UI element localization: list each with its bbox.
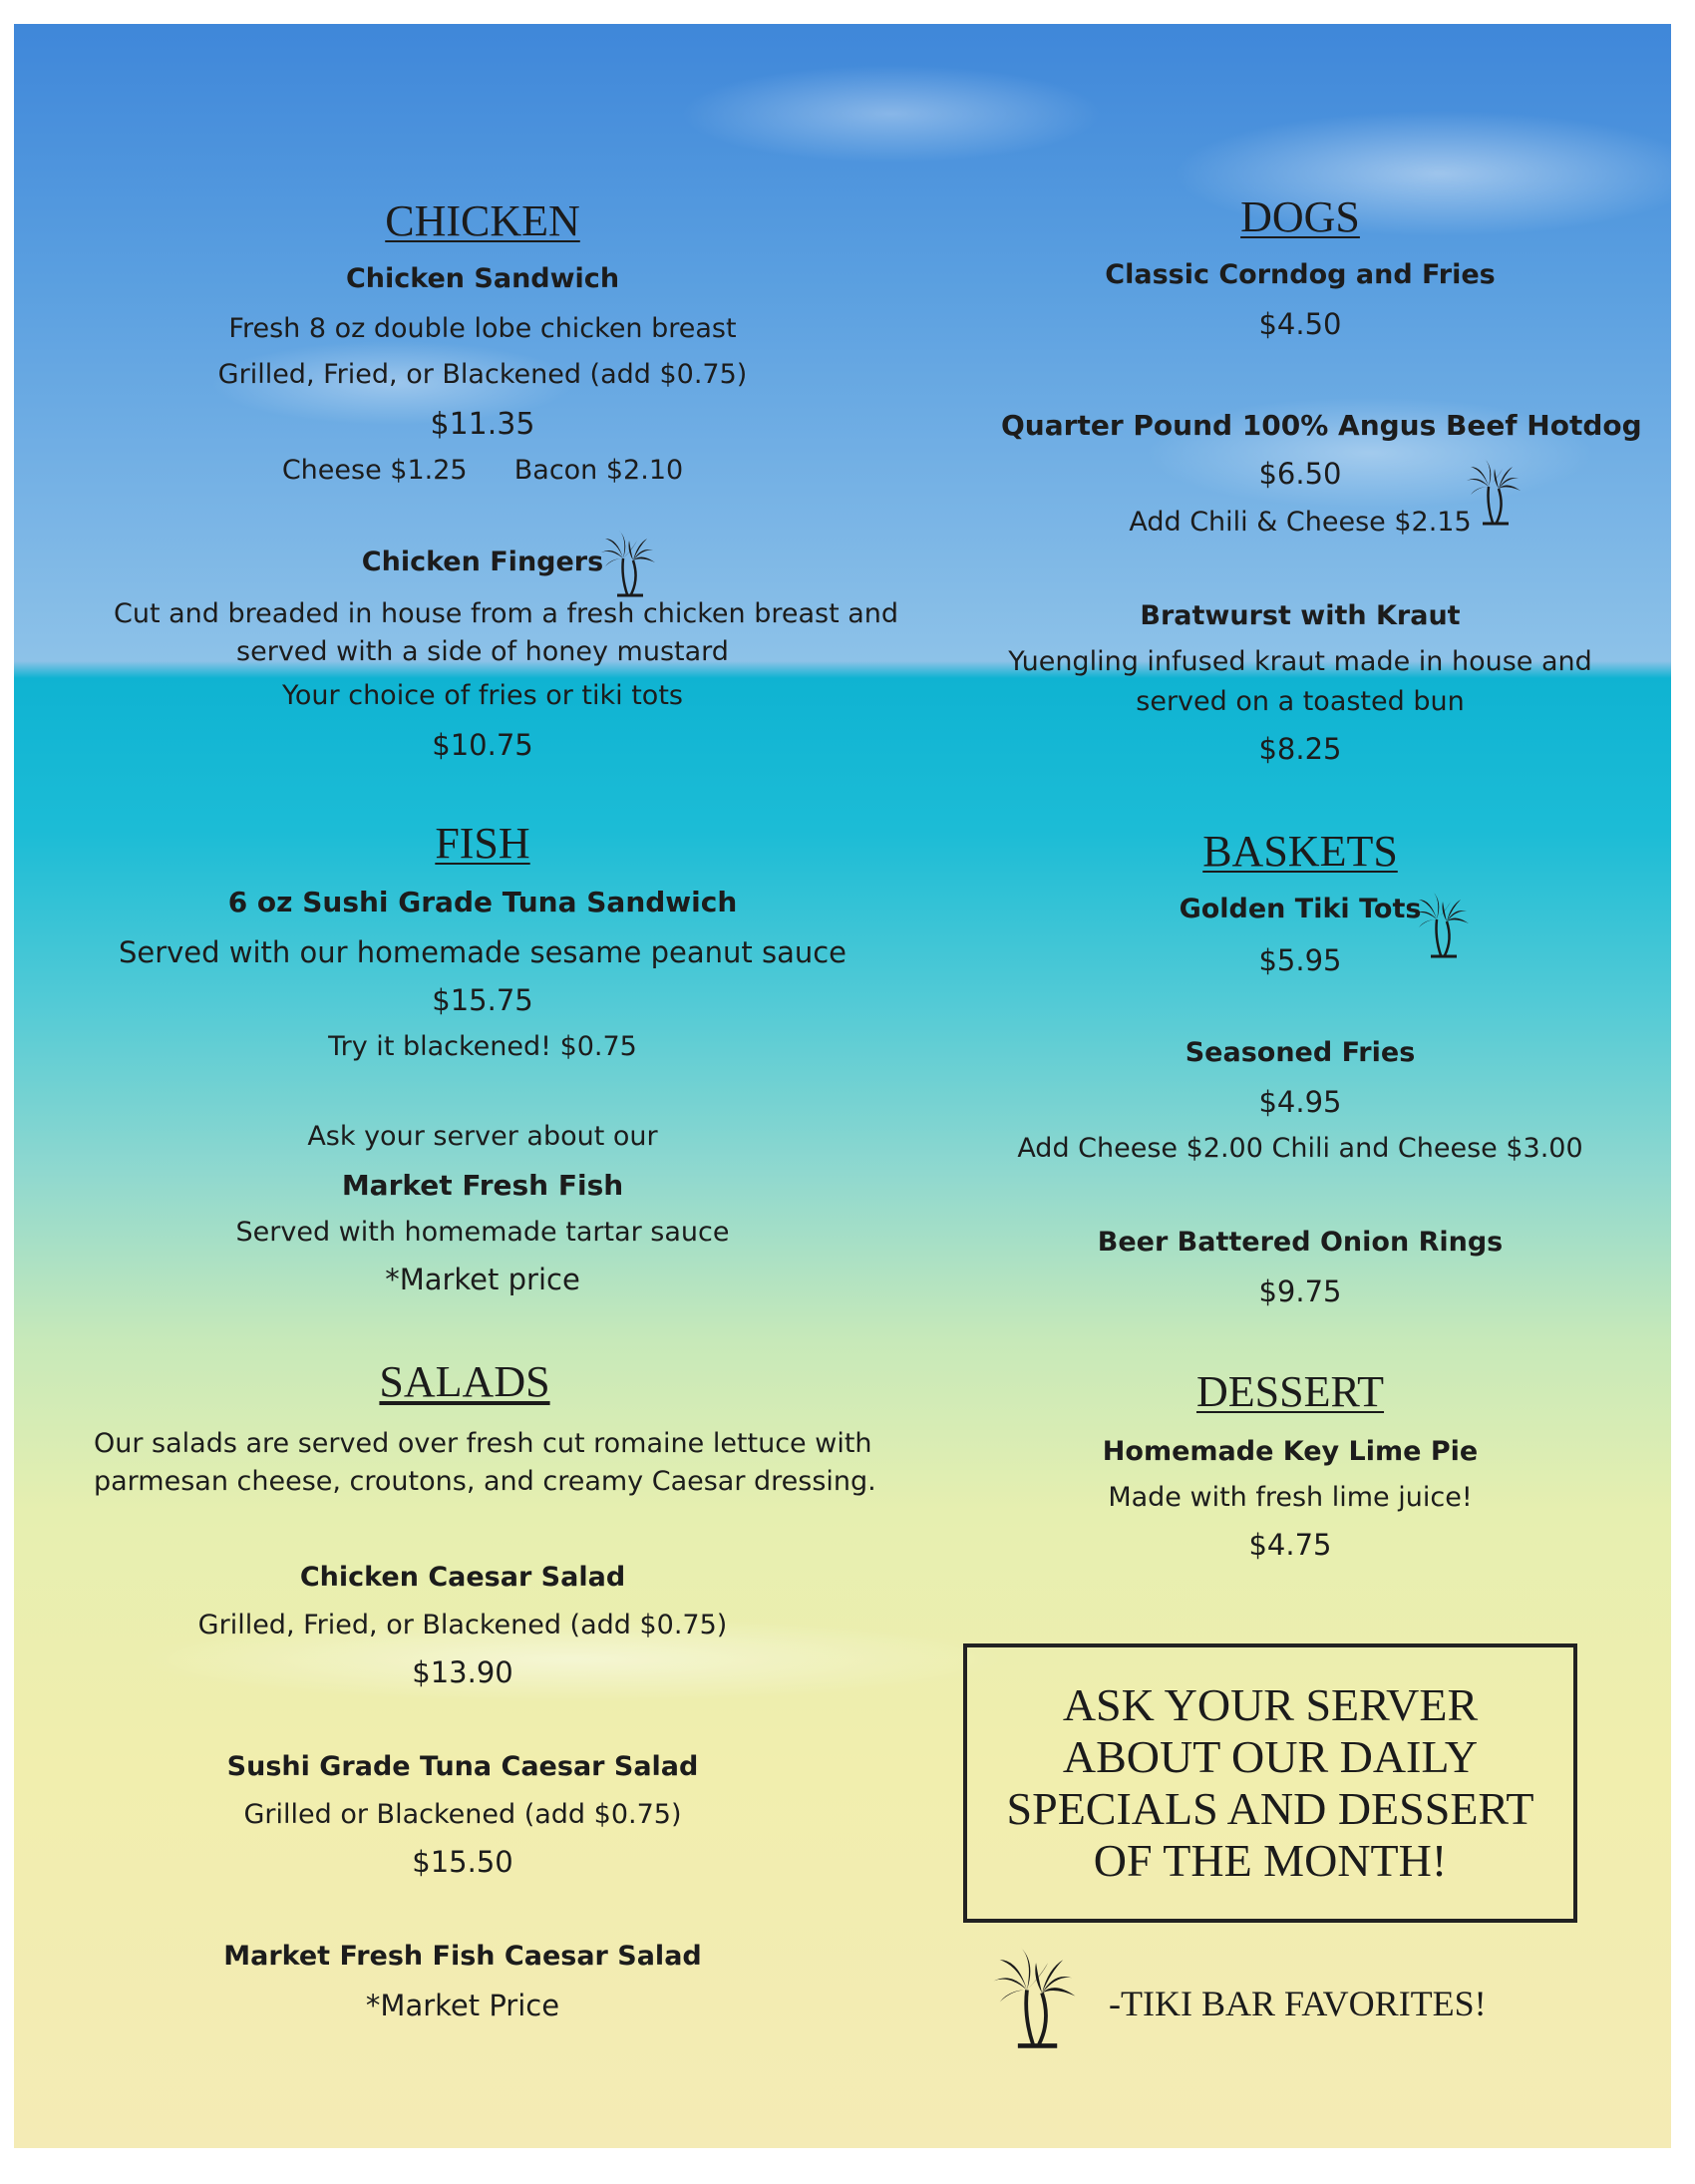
- seasoned-fries-price: $4.95: [1258, 1085, 1342, 1119]
- market-fish-intro: Ask your server about our: [307, 1121, 658, 1152]
- market-fish-desc: Served with homemade tartar sauce: [235, 1217, 730, 1248]
- chicken-sandwich-addons: [114, 455, 851, 486]
- addon-cheese: Cheese $1.25: [281, 455, 468, 486]
- bratwurst-desc-2: served on a toasted bun: [1136, 686, 1465, 717]
- tuna-sandwich-name: 6 oz Sushi Grade Tuna Sandwich: [227, 886, 738, 918]
- onion-rings-price: $9.75: [1258, 1274, 1342, 1308]
- chicken-sandwich-name: Chicken Sandwich: [345, 263, 620, 294]
- key-lime-pie-name: Homemade Key Lime Pie: [1102, 1436, 1479, 1467]
- chicken-sandwich-price: $11.35: [430, 407, 535, 442]
- chicken-sandwich-desc: Fresh 8 oz double lobe chicken breast: [228, 313, 737, 344]
- bratwurst-price: $8.25: [1258, 732, 1342, 766]
- fish-caesar-price: *Market Price: [365, 1989, 560, 2022]
- key-lime-pie-desc: Made with fresh lime juice!: [1108, 1482, 1473, 1513]
- left-column: [94, 24, 899, 2148]
- chicken-sandwich-options: Grilled, Fried, or Blackened (add $0.75): [217, 359, 748, 390]
- hotdog-name: Quarter Pound 100% Angus Beef Hotdog: [1001, 409, 1642, 442]
- tuna-sandwich-note: Try it blackened! $0.75: [328, 1031, 637, 1062]
- chicken-caesar-price: $13.90: [412, 1655, 513, 1689]
- corndog-price: $4.50: [1258, 307, 1342, 341]
- onion-rings-name: Beer Battered Onion Rings: [1097, 1227, 1504, 1258]
- seasoned-fries-name: Seasoned Fries: [1185, 1037, 1416, 1068]
- daily-specials-box: [963, 1643, 1577, 1923]
- key-lime-pie-price: $4.75: [1248, 1528, 1332, 1562]
- menu-page: [14, 24, 1671, 2148]
- corndog-name: Classic Corndog and Fries: [1105, 259, 1496, 290]
- salads-intro-1: Our salads are served over fresh cut romaine lettuce with: [94, 1428, 872, 1459]
- hotdog-addon: Add Chili & Cheese $2.15: [1129, 507, 1472, 538]
- salads-intro-2: parmesan cheese, croutons, and creamy Caesar dressing.: [94, 1466, 876, 1497]
- palm-tree-icon: [985, 1945, 1081, 2050]
- chicken-heading: CHICKEN: [385, 196, 580, 245]
- tuna-sandwich-price: $15.75: [432, 983, 533, 1017]
- palm-tree-icon: [596, 529, 658, 598]
- chicken-fingers-desc-2: served with a side of honey mustard: [236, 636, 729, 667]
- market-fish-price: *Market price: [385, 1263, 580, 1296]
- chicken-fingers-desc-1: Cut and breaded in house from a fresh chicken breast and: [114, 598, 899, 629]
- bratwurst-name: Bratwurst with Kraut: [1140, 600, 1461, 631]
- fish-heading: FISH: [435, 819, 530, 868]
- tiki-bar-favorites-legend: -TIKI BAR FAVORITES!: [1109, 1984, 1487, 2023]
- daily-specials-text: ASK YOUR SERVER ABOUT OUR DAILY SPECIALS AND DESSERT OF THE MONTH!: [1006, 1679, 1534, 1886]
- hotdog-price: $6.50: [1258, 457, 1342, 491]
- seasoned-fries-addon: Add Cheese $2.00 Chili and Cheese $3.00: [1017, 1133, 1583, 1164]
- addon-bacon: Bacon $2.10: [513, 455, 684, 486]
- chicken-fingers-desc-3: Your choice of fries or tiki tots: [282, 680, 683, 711]
- market-fish-name: Market Fresh Fish: [341, 1169, 624, 1202]
- tiki-tots-price: $5.95: [1258, 943, 1342, 977]
- salads-heading: SALADS: [379, 1357, 550, 1406]
- chicken-fingers-name: Chicken Fingers: [361, 546, 604, 577]
- tuna-caesar-desc: Grilled or Blackened (add $0.75): [243, 1799, 682, 1830]
- dogs-heading: DOGS: [1240, 192, 1360, 241]
- tiki-tots-name: Golden Tiki Tots: [1179, 894, 1422, 924]
- dessert-heading: DESSERT: [1195, 1367, 1385, 1416]
- chicken-caesar-desc: Grilled, Fried, or Blackened (add $0.75): [197, 1610, 728, 1640]
- bratwurst-desc-1: Yuengling infused kraut made in house and: [1008, 646, 1592, 677]
- baskets-heading: BASKETS: [1202, 827, 1398, 876]
- fish-caesar-name: Market Fresh Fish Caesar Salad: [223, 1941, 702, 1972]
- tuna-sandwich-desc: Served with our homemade sesame peanut sauce: [118, 935, 848, 969]
- tuna-caesar-price: $15.50: [412, 1845, 513, 1879]
- chicken-caesar-name: Chicken Caesar Salad: [299, 1562, 626, 1593]
- chicken-fingers-price: $10.75: [432, 728, 533, 762]
- tuna-caesar-name: Sushi Grade Tuna Caesar Salad: [226, 1751, 699, 1782]
